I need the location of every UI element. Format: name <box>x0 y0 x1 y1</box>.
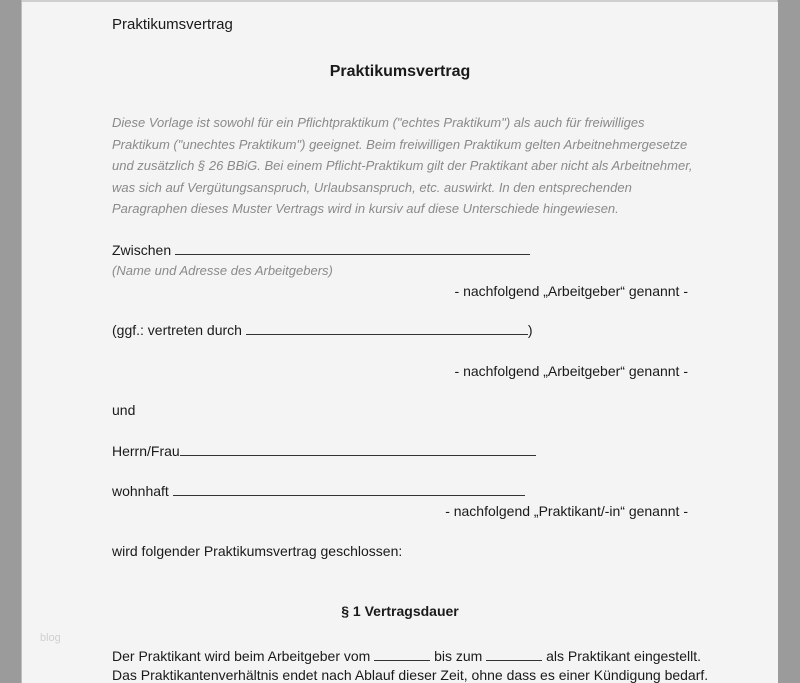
employer-note: (Name und Adresse des Arbeitgebers) <box>112 263 333 278</box>
section-1-line-2: Das Praktikantenverhältnis endet nach Ablauf dieser Zeit, ohne dass es einer Kündigung bedarf. <box>112 667 709 683</box>
left-margin-bar <box>0 0 22 683</box>
end-date-blank[interactable] <box>486 648 542 661</box>
zwischen-label: Zwischen <box>112 242 172 258</box>
right-margin-bar <box>777 0 800 683</box>
watermark: blog <box>40 632 61 644</box>
section-1-text-b: bis zum <box>434 648 483 664</box>
document-header: Praktikumsvertrag <box>112 16 233 33</box>
intro-line: Diese Vorlage ist sowohl für ein Pflichtpraktikum ("echtes Praktikum") als auch für freiwilliges <box>112 115 645 130</box>
intro-line: Praktikum ("unechtes Praktikum") geeignet. Beim freiwilligen Praktikum gelten Arbeitnehmergesetze <box>112 136 688 152</box>
address-blank[interactable] <box>173 483 525 496</box>
zwischen-line <box>112 242 530 258</box>
herr-frau-line <box>112 443 536 459</box>
section-1-text-a: Der Praktikant wird beim Arbeitgeber vom <box>112 648 371 664</box>
represented-line <box>112 322 533 338</box>
document-title: Praktikumsvertrag <box>329 63 471 80</box>
concluded-text: wird folgender Praktikumsvertrag geschlossen: <box>112 543 403 559</box>
herr-frau-label: Herrn/Frau <box>112 443 180 459</box>
start-date-blank[interactable] <box>374 648 430 661</box>
intro-line: und zusätzlich § 26 BBiG. Bei einem Pflicht-Praktikum gilt der Praktikant aber nicht als Arbeitnehmer, <box>112 158 693 173</box>
intro-line: Paragraphen dieses Muster Vertrags wird in kursiv auf diese Unterschiede hingewiesen. <box>112 201 619 216</box>
represented-prefix: (ggf.: vertreten durch <box>112 322 242 338</box>
employer-blank[interactable] <box>175 242 530 255</box>
employer-named-2: - nachfolgend „Arbeitgeber“ genannt - <box>454 363 688 379</box>
und-text: und <box>112 402 136 418</box>
section-1-line-1 <box>112 648 701 664</box>
wohnhaft-label: wohnhaft <box>112 483 169 499</box>
section-1-text-c: als Praktikant eingestellt. <box>546 648 701 664</box>
section-1-title: § 1 Vertragsdauer <box>341 603 459 619</box>
employer-named-1: - nachfolgend „Arbeitgeber“ genannt - <box>454 283 688 299</box>
representative-blank[interactable] <box>246 322 528 335</box>
wohnhaft-line <box>112 483 525 499</box>
document-page <box>22 2 778 683</box>
intro-line: was sich auf Vergütungsanspruch, Urlaubsanspruch, etc. auswirkt. In den entsprechenden <box>112 179 632 195</box>
represented-suffix: ) <box>527 322 533 338</box>
intern-named: - nachfolgend „Praktikant/-in“ genannt - <box>445 503 688 519</box>
intern-name-blank[interactable] <box>180 443 536 456</box>
intro-paragraph <box>112 112 712 220</box>
